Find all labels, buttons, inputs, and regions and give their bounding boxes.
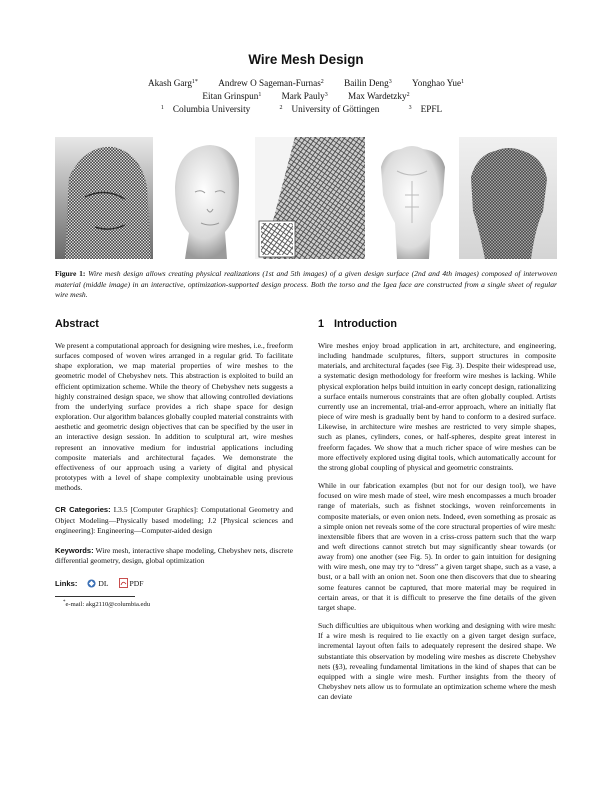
pdf-link[interactable]: PDF [119,578,144,588]
teaser-figure [55,137,557,259]
dl-link[interactable]: DL [87,579,108,588]
wire-face-photo [55,137,153,259]
author: Akash Garg$^{1*}$ [147,78,198,88]
paper-title: Wire Mesh Design [248,52,364,67]
author: Bailin Deng$^3$ [344,78,392,88]
torso-render [367,137,457,259]
wire-mesh-sheet-photo [255,137,365,259]
links-row [55,578,293,588]
intro-paragraph-2: While in our fabrication examples (but not for our design tool), we have focused on wire mesh made of steel, wire mesh encompasses a much broader range of materials, such as fishnet stockings, woven reinforcements in composite materials, or even onion nets. Indeed, even something as prosaic as a simple onion net reveals some of the core structural properties of wire mesh: inextensible fibers that are woven in a criss-cross pattern such that the warp and weft directions cannot stretch but may significantly shear towards (or away from) one another (see Fig. 5). In order to gain intuition for designing with wire mesh, one may try to “dress” a given target shape, such as a vase, a bust, or a ball with an onion net. Soon one then discovers that due to shearing some features cannot be captured, that more material may be required in certain areas, or that it is difficult to preserve the fine details of the given target shape. [318,481,556,612]
affiliation: $^1$ Columbia University [160,104,251,114]
author: Eitan Grinspun$^1$ [202,91,262,101]
right-column [318,318,556,710]
footnote-rule [55,596,135,597]
igea-bust-render [155,137,253,259]
abstract-heading: Abstract [55,318,99,330]
affiliation: $^3$ EPFL [408,104,443,114]
intro-paragraph-1: Wire meshes enjoy broad application in art, architecture, and engineering, including handmade sculptures, filters, support structures in composite materials, and architectural façades (see Fig. 3). Despite their widespread use, a systematic design methodology for freeform wire meshes is lacking. While physical exploration helps build intuition in early concept design, rationalizing a surface entails numerous constraints that are often globally coupled. Artists currently use an incremental, trial-and-error approach, where an initially flat piece of wire mesh is gradually bent by hand to conform to a desired surface. Likewise, in architecture wire meshes are restricted to very simple shapes, such as planes, cylinders, cones, or half-spheres, despite great interest in freeform façades. We show that a much richer space of wire meshes can be more effectively explored using digital tools, which automatically account for the strong global coupling of physical and geometric constraints. [318,341,556,472]
left-column [55,318,293,608]
wire-torso-photo [459,137,557,259]
figure-caption [55,269,557,301]
affiliation: $^2$ University of Göttingen [279,104,380,114]
author: Mark Pauly$^3$ [281,91,328,101]
caption-label: Figure 1: [55,269,86,278]
keywords: Keywords: Wire mesh, interactive shape modeling, Chebyshev nets, discrete differential geometry, design, global optimization [55,545,293,565]
author-line-2 [0,89,612,102]
footnote: *e-mail: akg2110@columbia.edu [63,600,151,609]
links-label: Links: [55,578,78,588]
author: Yonghao Yue$^1$ [412,78,465,88]
author: Andrew O Sageman-Furnas$^2$ [218,78,324,88]
author-line-1 [0,76,612,89]
affiliations [0,104,612,114]
author: Max Wardetzky$^2$ [348,91,410,101]
intro-paragraph-3: Such difficulties are ubiquitous when working and designing with wire mesh: If a wire mesh is required to lie exactly on a given target design surface, incremental layout often fails to adequately represent the desired shape. We substantiate this observation by modeling wire meshes as discrete Chebyshev nets (§3), revealing fundamental limitations in the kind of shapes that can be equipped with a single wire mesh. Further insights from the theory of Chebyshev nets allow us to formulate an optimization scheme where the mesh can deviate [318,621,556,702]
introduction-heading: 1 Introduction [318,318,397,330]
author-list [0,76,612,102]
cr-categories: CR Categories: I.3.5 [Computer Graphics]: Computational Geometry and Object Modeling—Physically based modeling; J.2 [Physical sciences and engineering]: Engineering—Computer-aided design [55,505,293,535]
abstract-text: We present a computational approach for designing wire meshes, i.e., freeform surfaces composed of woven wires arranged in a regular grid. To facilitate shape exploration, we map material properties of wire meshes to the geometric model of Chebyshev nets. This abstraction is exploited to build an efficient optimization scheme. While the theory of Chebyshev nets suggests a highly constrained design space, we show that allowing controlled deviations from the underlying surface provides a rich shape space for design exploration. Our algorithm balances globally coupled material constraints with aesthetic and geometric design objectives that can be specified by the user in an interactive design session. In addition to sculptural art, wire meshes represent an innovative medium for industrial applications including composite materials and architectural façades. We demonstrate the effectiveness of our approach using a variety of digital and physical prototypes with a level of shape complexity unobtainable using previous methods. [55,341,293,493]
caption-text: Wire mesh design allows creating physical realizations (1st and 5th images) of a given design surface (2nd and 4th images) composed of interwoven material (middle image) in an interactive, optimization-supported design process. Both the torso and the Igea face are constructed from a single sheet of regular wire mesh. [55,269,557,300]
pdf-icon [119,578,128,588]
acm-dl-icon [87,579,96,588]
